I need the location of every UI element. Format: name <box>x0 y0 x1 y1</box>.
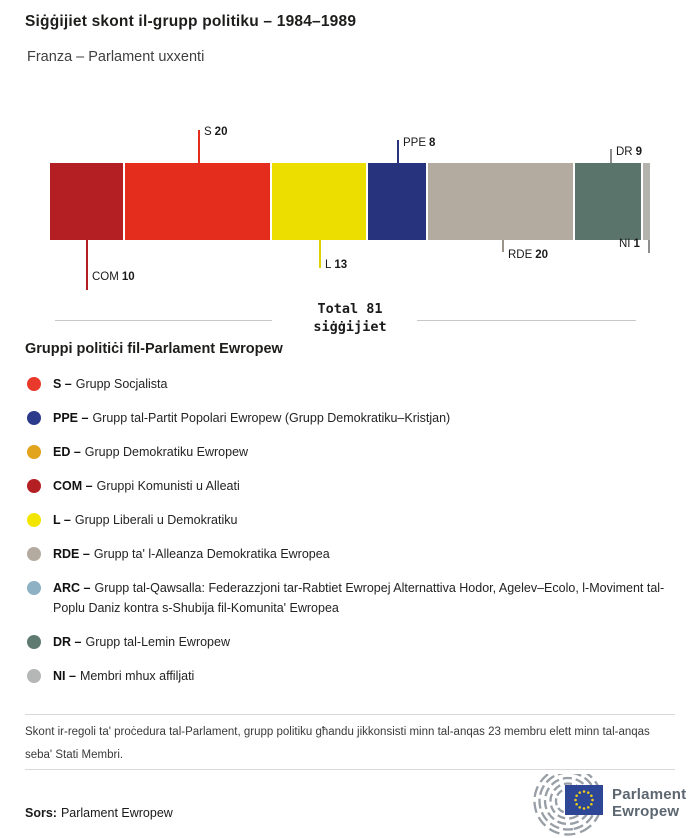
legend-item-ppe <box>25 408 675 428</box>
legend-name: Grupp Demokratiku Ewropew <box>84 445 249 459</box>
page-title: Siġġijiet skont il-grupp politiku – 1984–1989 <box>25 13 357 30</box>
tick-line-com <box>86 240 88 290</box>
tick-label-abbr: L <box>325 259 332 271</box>
tick-label-seats: 13 <box>334 259 348 271</box>
tick-label-ppe <box>403 137 435 149</box>
tick-label-seats: 20 <box>214 126 228 138</box>
legend-item-l <box>25 510 675 530</box>
legend-dot <box>27 581 41 595</box>
tick-label-abbr: PPE <box>403 137 427 149</box>
tick-label-s <box>204 126 227 138</box>
legend-dot <box>27 479 41 493</box>
tick-label-abbr: COM <box>92 271 119 283</box>
source-text: Parlament Ewropew <box>60 806 173 820</box>
footnote-rule-bottom <box>25 769 675 770</box>
footnote-text: Skont ir-regoli ta' proċedura tal-Parlament, grupp politiku għandu jikkonsisti minn tal-anqas 23 membru elett minn tal-anqas seba' Stati Membri. <box>25 726 650 761</box>
legend-abbr: ED – <box>53 445 81 459</box>
legend-abbr: RDE – <box>53 547 90 561</box>
legend-name: Grupp tal-Qawsalla: Federazzjoni tar-Rabtiet Ewropej Alternattiva Hodor, Agelev–Ecolo, l-Moviment tal-Poplu Daniz kontra s-Shubija fil-Komunita' Ewropea <box>53 581 665 615</box>
ep-logo-text <box>612 786 686 820</box>
source-label: Sors: <box>25 806 57 820</box>
tick-label-abbr: RDE <box>508 249 533 261</box>
legend-item-rde <box>25 544 675 564</box>
legend-name: Grupp tal-Lemin Ewropew <box>85 635 230 649</box>
legend-name: Gruppi Komunisti u Alleati <box>96 479 240 493</box>
tick-line-rde <box>502 240 504 252</box>
bar-segment-rde <box>428 163 573 240</box>
legend-item-ed <box>25 442 675 462</box>
tick-label-abbr: NI <box>619 238 631 250</box>
legend-name: Grupp Liberali u Demokratiku <box>74 513 238 527</box>
legend-dot <box>27 445 41 459</box>
tick-label-dr <box>616 146 642 158</box>
tick-line-l <box>319 240 321 268</box>
bar-segment-dr <box>575 163 640 240</box>
total-seats-line2: siġġijiet <box>313 319 387 335</box>
page-subtitle: Franza – Parlament uxxenti <box>27 49 205 65</box>
legend-abbr: NI – <box>53 669 76 683</box>
legend-abbr: COM – <box>53 479 93 493</box>
total-seats-line1: Total 81 <box>317 301 383 317</box>
tick-label-ni <box>619 238 640 250</box>
bar-segment-ppe <box>368 163 426 240</box>
tick-label-abbr: S <box>204 126 212 138</box>
ep-logo <box>528 774 693 836</box>
legend-item-dr <box>25 632 675 652</box>
bar-segment-ni <box>643 163 650 240</box>
legend-dot <box>27 669 41 683</box>
legend-item-s <box>25 374 675 394</box>
legend-item-arc <box>25 578 675 618</box>
tick-label-seats: 1 <box>633 238 640 250</box>
legend-abbr: ARC – <box>53 581 91 595</box>
legend-item-ni <box>25 666 675 686</box>
tick-line-ppe <box>397 140 399 163</box>
tick-label-com <box>92 271 135 283</box>
legend-dot <box>27 411 41 425</box>
eu-flag-icon <box>565 785 603 815</box>
seat-bar <box>50 163 650 240</box>
tick-label-seats: 10 <box>121 271 135 283</box>
legend-abbr: PPE – <box>53 411 89 425</box>
ep-logo-hemicycle-icon <box>528 774 610 836</box>
legend-name: Grupp Socjalista <box>75 377 168 391</box>
bar-segment-l <box>272 163 366 240</box>
legend-name: Grupp ta' l-Alleanza Demokratika Ewropea <box>93 547 330 561</box>
tick-line-s <box>198 130 200 163</box>
tick-label-rde <box>508 249 548 261</box>
bar-segment-com <box>50 163 123 240</box>
tick-line-ni <box>648 240 650 253</box>
legend-dot <box>27 547 41 561</box>
tick-label-abbr: DR <box>616 146 633 158</box>
ep-logo-text-line2: Ewropew <box>612 803 680 820</box>
tick-line-dr <box>610 149 612 163</box>
footnote-rule-top <box>25 714 675 715</box>
total-divider-left <box>55 320 272 321</box>
tick-label-seats: 20 <box>535 249 549 261</box>
legend-abbr: L – <box>53 513 71 527</box>
bar-segment-s <box>125 163 270 240</box>
legend-name: Grupp tal-Partit Popolari Ewropew (Grupp Demokratiku–Kristjan) <box>92 411 451 425</box>
source-line <box>25 806 173 820</box>
tick-label-l <box>325 259 347 271</box>
legend-dot <box>27 513 41 527</box>
legend-dot <box>27 635 41 649</box>
legend-list <box>25 374 675 686</box>
legend-heading: Gruppi politiċi fil-Parlament Ewropew <box>25 341 283 357</box>
legend-name: Membri mhux affiljati <box>79 669 195 683</box>
ep-logo-text-line1: Parlament <box>612 786 687 803</box>
legend-abbr: DR – <box>53 635 82 649</box>
legend-dot <box>27 377 41 391</box>
legend-item-com <box>25 476 675 496</box>
tick-label-seats: 9 <box>635 146 643 158</box>
tick-label-seats: 8 <box>429 137 436 149</box>
legend-abbr: S – <box>53 377 72 391</box>
